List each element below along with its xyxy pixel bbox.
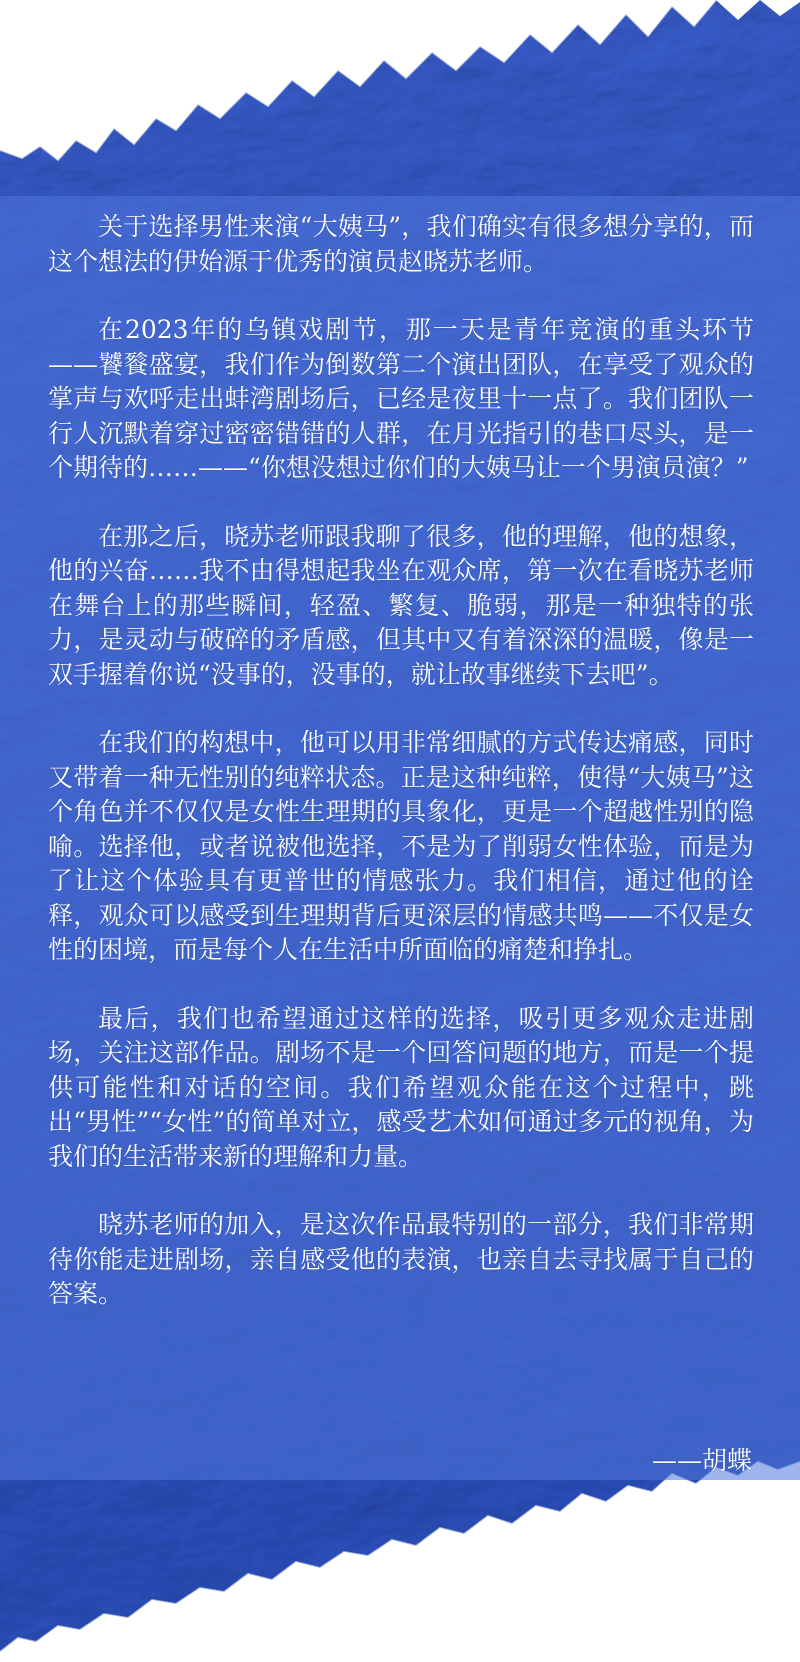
article-body <box>48 210 754 1346</box>
paragraph-concept: 在我们的构想中，他可以用非常细腻的方式传达痛感，同时又带着一种无性别的纯粹状态。正是这种纯粹，使得“大姨马”这个角色并不仅仅是女性生理期的具象化，更是一个超越性别的隐喻。选择他，或者说被他选择，不是为了削弱女性体验，而是为了让这个体验具有更普世的情感张力。我们相信，通过他的诠释，观众可以感受到生理期背后更深层的情感共鸣——不仅是女性的困境，而是每个人在生活中所面临的痛楚和挣扎。 <box>48 728 754 964</box>
author-signature: ——胡蝶 <box>651 1446 752 1475</box>
paragraph-after-conversation: 在那之后，晓苏老师跟我聊了很多，他的理解，他的想象，他的兴奋……我不由得想起我坐在观众席，第一次在看晓苏老师在舞台上的那些瞬间，轻盈、繁复、脆弱，那是一种独特的张力，是灵动与破碎的矛盾感，但其中又有着深深的温暖，像是一双手握着你说“没事的，没事的，就让故事继续下去吧”。 <box>48 521 754 689</box>
paragraph-intro: 关于选择男性来演“大姨马”，我们确实有很多想分享的，而这个想法的伊始源于优秀的演员赵晓苏老师。 <box>48 212 754 276</box>
paragraph-wuzhen-festival: 在2023年的乌镇戏剧节，那一天是青年竞演的重头环节——饕餮盛宴，我们作为倒数第二个演出团队，在享受了观众的掌声与欢呼走出蚌湾剧场后，已经是夜里十一点了。我们团队一行人沉默着穿过密密错错的人群，在月光指引的巷口尽头，是一个期待的……——“你想没想过你们的大姨马让一个男演员演？” <box>48 315 754 482</box>
paragraph-hope: 最后，我们也希望通过这样的选择，吸引更多观众走进剧场，关注这部作品。剧场不是一个回答问题的地方，而是一个提供可能性和对话的空间。我们希望观众能在这个过程中，跳出“男性”“女性”的简单对立，感受艺术如何通过多元的视角，为我们的生活带来新的理解和力量。 <box>48 1003 754 1171</box>
paragraph-closing: 晓苏老师的加入，是这次作品最特别的一部分，我们非常期待你能走进剧场，亲自感受他的表演，也亲自去寻找属于自己的答案。 <box>48 1210 754 1308</box>
